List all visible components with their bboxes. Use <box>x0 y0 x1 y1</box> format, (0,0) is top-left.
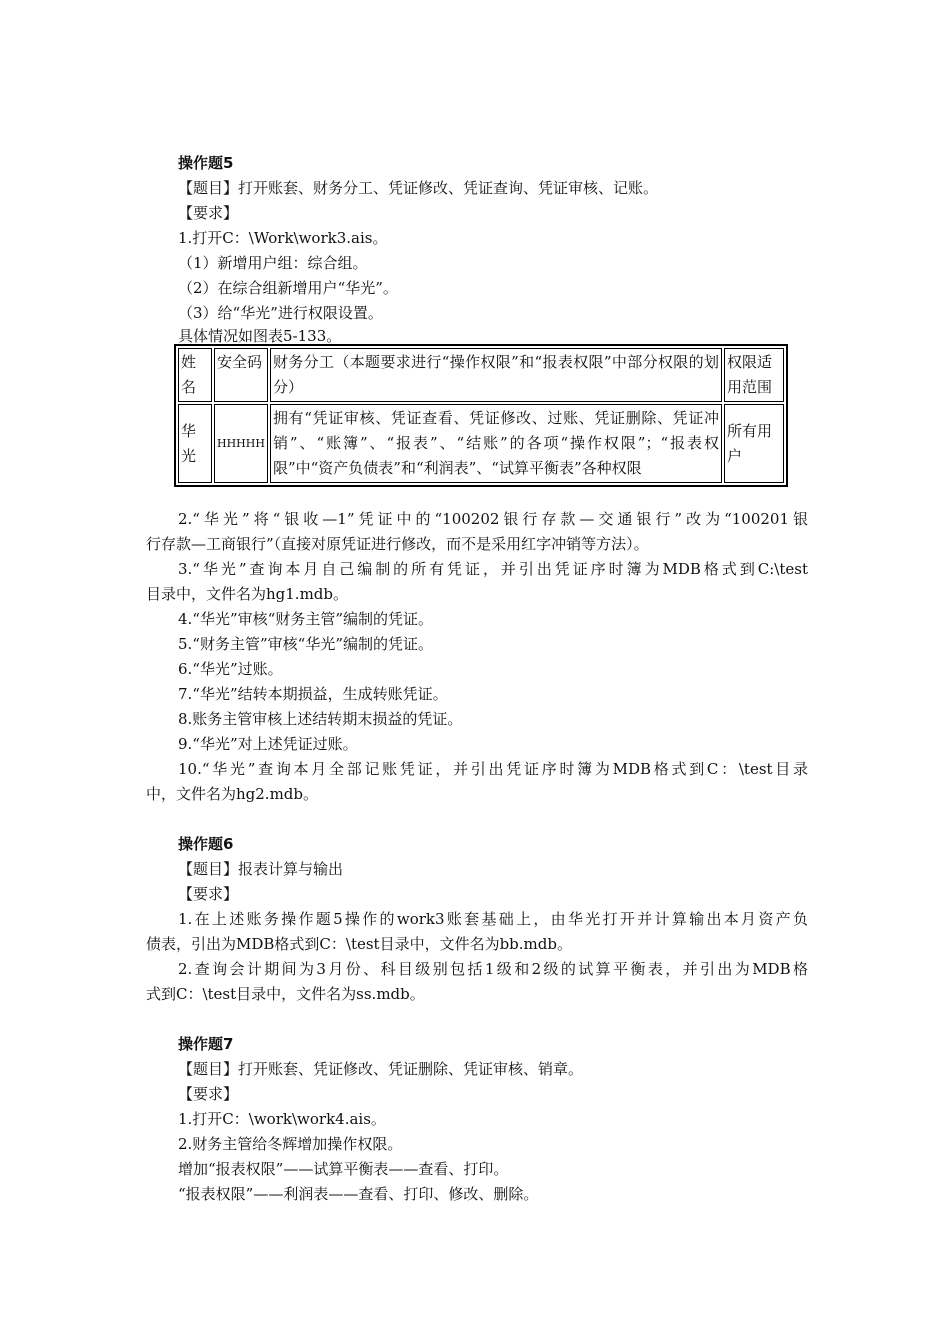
q6-step-1-line2: 债表，引出为MDB格式到C：\test目录中，文件名为bb.mdb。 <box>146 935 572 953</box>
q5-step-3-line2: 目录中，文件名为hg1.mdb。 <box>146 585 349 603</box>
q5-item-1: 1.打开C：\Work\work3.ais。 <box>178 229 388 247</box>
q5-step-10-line2: 中，文件名为hg2.mdb。 <box>146 785 319 803</box>
q5-item-1-2: （2）在综合组新增用户“华光”。 <box>178 279 398 297</box>
cell-scope: 所有用户 <box>724 404 784 483</box>
q5-step-5: 5.“财务主管”审核“华光”编制的凭证。 <box>178 635 433 653</box>
q5-item-1-3: （3）给“华光”进行权限设置。 <box>178 304 383 322</box>
header-name: 姓名 <box>178 348 212 402</box>
q5-step-4: 4.“华光”审核“财务主管”编制的凭证。 <box>178 610 433 628</box>
q7-step-2-detail-2: “报表权限”——利润表——查看、打印、修改、删除。 <box>178 1185 539 1203</box>
q5-step-3-line1: 3.“华光”查询本月自己编制的所有凭证，并引出凭证序时簿为MDB格式到C:\test <box>178 560 808 578</box>
q7-title: 操作题7 <box>178 1035 234 1053</box>
q5-step-7: 7.“华光”结转本期损益，生成转账凭证。 <box>178 685 448 703</box>
cell-duty: 拥有“凭证审核、凭证查看、凭证修改、过账、凭证删除、凭证冲销”、“账簿”、“报表”、“结账”的各项“操作权限”；“报表权限”中“资产负债表”和“利润表”、“试算平衡表”各种权限 <box>270 404 722 483</box>
header-scope: 权限适用范围 <box>724 348 784 402</box>
header-duty: 财务分工（本题要求进行“操作权限”和“报表权限”中部分权限的划分） <box>270 348 722 402</box>
table-header-row <box>178 348 784 402</box>
q5-table-caption: 具体情况如图表5-133。 <box>178 327 342 345</box>
q7-step-2: 2.财务主管给冬辉增加操作权限。 <box>178 1135 403 1153</box>
q5-step-8: 8.账务主管审核上述结转期末损益的凭证。 <box>178 710 463 728</box>
q5-item-1-1: （1）新增用户组：综合组。 <box>178 254 368 272</box>
q7-step-2-detail-1: 增加“报表权限”——试算平衡表——查看、打印。 <box>178 1160 509 1178</box>
q5-requirements-heading: 【要求】 <box>178 204 239 222</box>
q6-requirements-heading: 【要求】 <box>178 885 239 903</box>
q6-title: 操作题6 <box>178 835 234 853</box>
q6-step-1-line1: 1.在上述账务操作题5操作的work3账套基础上，由华光打开并计算输出本月资产负 <box>178 910 808 928</box>
q6-step-2-line2: 式到C：\test目录中，文件名为ss.mdb。 <box>146 985 425 1003</box>
q7-requirements-heading: 【要求】 <box>178 1085 239 1103</box>
q5-step-9: 9.“华光”对上述凭证过账。 <box>178 735 358 753</box>
cell-name: 华光 <box>178 404 212 483</box>
q5-step-2-line2: 行存款—工商银行”（直接对原凭证进行修改，而不是采用红字冲销等方法）。 <box>146 535 649 553</box>
header-security-code: 安全码 <box>214 348 268 402</box>
q7-topic: 【题目】打开账套、凭证修改、凭证删除、凭证审核、销章。 <box>178 1060 584 1078</box>
q5-step-2-line1: 2.“华光”将“银收—1”凭证中的“100202银行存款—交通银行”改为“100201银 <box>178 510 808 528</box>
q6-topic: 【题目】报表计算与输出 <box>178 860 344 878</box>
q5-step-6: 6.“华光”过账。 <box>178 660 283 678</box>
q7-step-1: 1.打开C：\work\work4.ais。 <box>178 1110 386 1128</box>
q6-step-2-line1: 2.查询会计期间为3月份、科目级别包括1级和2级的试算平衡表，并引出为MDB格 <box>178 960 808 978</box>
table-row <box>178 404 784 483</box>
q5-topic: 【题目】打开账套、财务分工、凭证修改、凭证查询、凭证审核、记账。 <box>178 179 659 197</box>
permission-table <box>174 344 788 487</box>
q5-step-10-line1: 10.“华光”查询本月全部记账凭证，并引出凭证序时簿为MDB格式到C：\test目录 <box>178 760 808 778</box>
q5-title: 操作题5 <box>178 154 234 172</box>
cell-security-code: HHHHH <box>214 404 268 483</box>
